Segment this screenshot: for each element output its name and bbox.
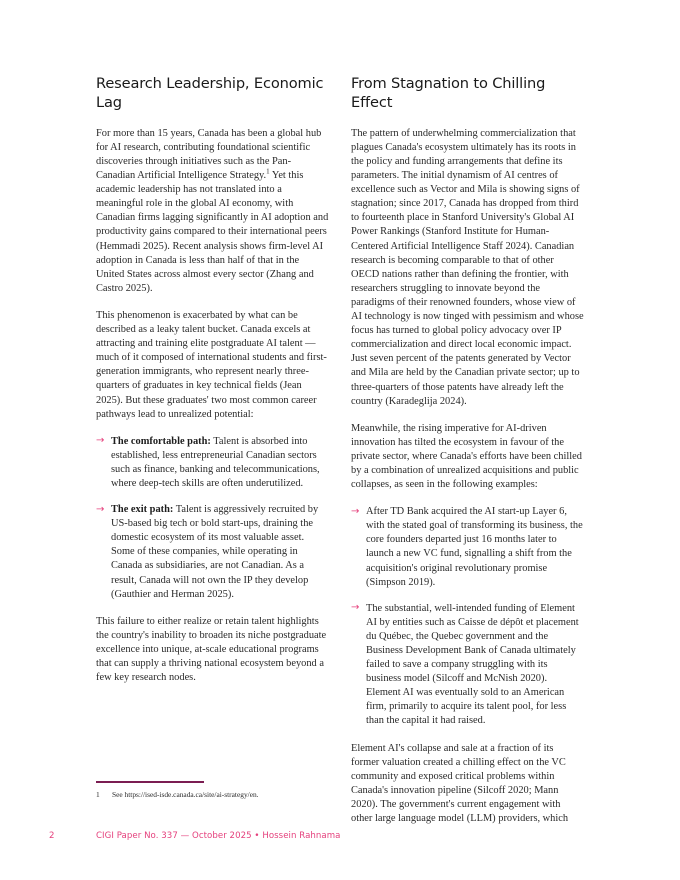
left-column-bullet-list [96, 435, 329, 602]
list-item-text: Talent is aggressively recruited by US-based big tech or bold start-ups, draining the domestic ecosystem of its most valuable asset. Some of these companies, while operating in Canada as subsidiaries, are not Canadian. As a result, Canada will not own the IP they develop (Gauthier and Herman 2025). [111, 504, 319, 600]
paragraph-private-sector-tilt: Meanwhile, the rising imperative for AI-driven innovation has tilted the ecosystem in favour of the private sector, where Canada's efforts have been chilled by a combination of unrealized acquisitions and public collapses, as seen in the following examples: [351, 422, 582, 491]
list-item-text: Talent is absorbed into established, less entrepreneurial Canadian sectors such as finance, banking and telecommunications, where deep-tech skills are often underutilized. [111, 435, 320, 489]
page-footer [49, 831, 609, 841]
right-column-heading: From Stagnation to Chilling Effect [351, 75, 546, 112]
right-column [351, 74, 584, 826]
list-item [351, 602, 584, 729]
paragraph-intro [96, 127, 329, 296]
two-column-layout [96, 74, 584, 826]
footnote-number: 1 [96, 789, 100, 799]
paragraph-intro-text-part1: For more than 15 years, Canada has been a global hub for AI research, contributing foundational scientific discoveries through initiatives such as the Pan-Canadian Artificial Intelligence Strategy. [96, 127, 322, 182]
list-item [351, 505, 584, 590]
arrow-right-icon: → [96, 503, 105, 515]
paragraph-intro-text-part2: Yet this academic leadership has not translated into a meaningful role in the global AI economy, with Canadian firms lagging significantly in AI adoption and productivity gains compared to their international peers (Hemmadi 2025). Recent analysis shows firm-level AI adoption in Canada is less than half of that in the United States across almost every sector (Zhang and Castro 2025). [96, 170, 329, 294]
footnote-text[interactable]: See https://ised-isde.canada.ca/site/ai-strategy/en. [112, 789, 259, 799]
list-item-lead-in: The comfortable path: [111, 435, 211, 447]
footnote-block [96, 781, 329, 800]
left-column-heading: Research Leadership, Economic Lag [96, 75, 324, 112]
arrow-right-icon: → [351, 505, 360, 517]
paragraph-stagnation: The pattern of underwhelming commercialization that plagues Canada's ecosystem ultimately has its roots in the policy and funding arrangements that define its parameters. The initial dynamism of AI centres of excellence such as Vector and Mila is showing signs of stagnation; since 2017, Canada has dropped from third to fourteenth place in Stanford University's Global AI Power Rankings (Stanford Institute for Human-Centered Artificial Intelligence Staff 2024). Canadian research is becoming comparable to that of other OECD nations rather than defining the frontier, with researchers struggling to innovate beyond the paradigms of their renowned founders, whose view of AI technology is now tinged with pessimism and whose focus has turned to global policy advocacy over IP commercialization and direct local economic impact. Just seven percent of the patents generated by Vector and Mila are held by the Canadian private sector; up to three-quarters of those patents have already left the country (Karadeglija 2024). [351, 127, 584, 407]
paragraph-talent-failure: This failure to either realize or retain talent highlights the country's inability to broaden its niche postgraduate excellence into unique, at-scale educational programs that can supply a thriving national ecosystem beyond a few key research nodes. [96, 615, 327, 684]
left-column [96, 74, 329, 826]
footnote-separator-rule [96, 781, 204, 783]
arrow-right-icon: → [351, 602, 360, 614]
arrow-right-icon: → [96, 435, 105, 447]
footnote-reference-1[interactable]: 1 [266, 167, 270, 176]
footer-paper-title: CIGI Paper No. 337 — October 2025 • Hossein Rahnama [96, 831, 341, 841]
right-column-bullet-list [351, 505, 584, 728]
list-item-text: The substantial, well-intended funding of Element AI by entities such as Caisse de dépôt et placement du Québec, the Quebec government and the Business Development Bank of Canada ultimately failed to save a company struggling with its business model (Silcoff and McNish 2020). Element AI was eventually sold to an American firm, primarily to acquire its talent pool, for less than the capital it had raised. [366, 602, 579, 727]
paragraph-leaky-talent-bucket: This phenomenon is exacerbated by what can be described as a leaky talent bucket. Canada excels at attracting and training elite postgraduate AI talent — much of it composed of international students and first-generation immigrants, who represent nearly three-quarters of graduates in key technical fields (Jean 2025). But these graduates' two most common career pathways lead to unrealized potential: [96, 309, 327, 420]
list-item-text: After TD Bank acquired the AI start-up Layer 6, with the stated goal of transforming its business, the core founders departed just 16 months later to launch a new VC fund, signalling a shift from the acquisition's original revolutionary promise (Simpson 2019). [366, 506, 583, 588]
list-item [96, 503, 329, 602]
footnote-entry [96, 790, 329, 800]
list-item-lead-in: The exit path: [111, 504, 174, 516]
page-number: 2 [49, 831, 55, 841]
paragraph-chilling-effect: Element AI's collapse and sale at a fraction of its former valuation created a chilling effect on the VC community and exposed critical problems within Canada's innovation pipeline (Silcoff 2020; Mann 2020). The government's current engagement with other large language model (LLM) providers, which [351, 742, 569, 825]
list-item [96, 435, 329, 491]
